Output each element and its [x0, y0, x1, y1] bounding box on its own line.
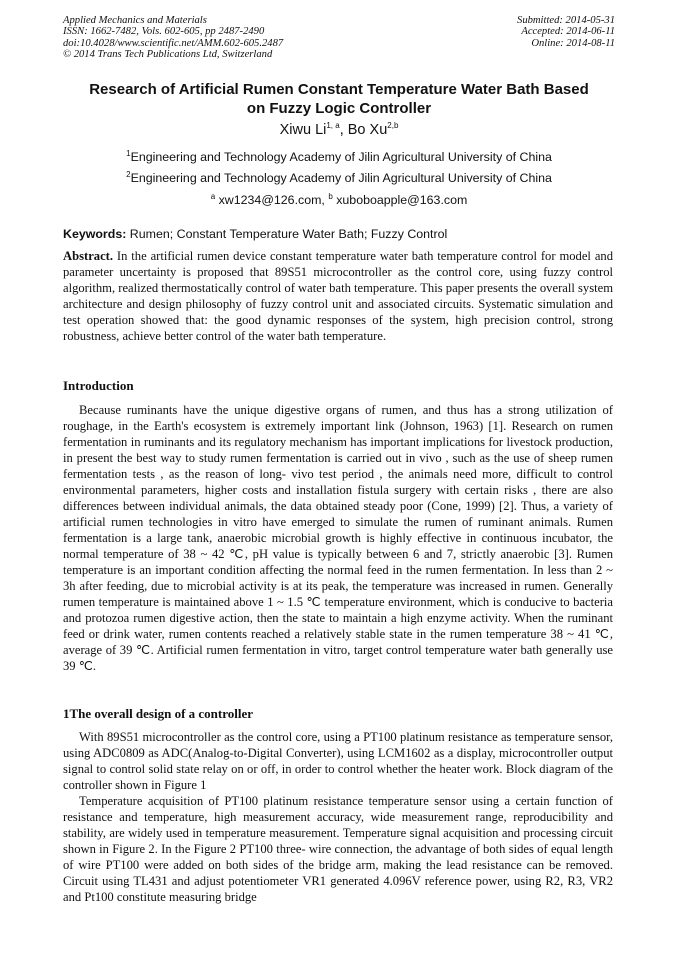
- abstract-text: In the artificial rumen device constant temperature water bath temperature control for model and parameter uncertainty is proposed that 89S51 microcontroller as the control core, using fuzzy control algorithm, realized thermostatically control of water bath temperature. This paper presents the overall system architecture and design philosophy of fuzzy control unit and associated circuits. Systematic simulation and test operation showed that: the good dynamic responses of the system, high precision control, strong robustness, achieve better control of the water bath temperature.: [63, 249, 613, 343]
- doi-line: doi:10.4028/www.scientific.net/AMM.602-605.2487: [63, 37, 284, 49]
- email-a: xw1234@126.com,: [218, 193, 329, 207]
- intro-heading: Introduction: [63, 378, 134, 393]
- email-b: xuboboapple@163.com: [336, 193, 468, 207]
- affiliation-2-sup: 2: [126, 169, 131, 179]
- journal-header: [63, 15, 283, 61]
- affiliation-1: [0, 150, 678, 164]
- authors-line: [0, 122, 678, 138]
- title-line-1: Research of Artificial Rumen Constant Temperature Water Bath Based: [89, 81, 589, 98]
- author-2: Bo Xu: [347, 122, 388, 138]
- abstract-label: Abstract.: [63, 249, 114, 263]
- keywords-label: Keywords:: [63, 227, 127, 241]
- keywords: [63, 227, 447, 241]
- email-a-sup: a: [210, 191, 216, 201]
- emails-line: [0, 193, 678, 207]
- section1-paragraph-2: Temperature acquisition of PT100 platinum resistance temperature sensor using a certain function of resistance and temperature, high measurement accuracy, wide measurement range, reproducibility and stability, are widely used in temperature measurement. Temperature signal acquisition and processing circuit shown in Figure 2. In the Figure 2 PT100 three- wire connection, the advantage of both sides of equal length of wire PT100 were added on both sides of the bridge arm, making the lead resistance can be removed. Circuit using TL431 and adjust potentiometer VR1 generated 4.096V reference power, using R2, R3, VR2 and Pt100 constitute measuring bridge: [63, 794, 613, 904]
- accepted-date: Accepted: 2014-06-11: [521, 26, 615, 38]
- section1-paragraph-1: With 89S51 microcontroller as the control core, using a PT100 platinum resistance as temperature sensor, using ADC0809 as ADC(Analog-to-Digital Converter), using LCM1602 as a display, microcontroller output signal to control solid state relay on or off, in order to control whether the heater work. Block diagram of the controller shown in Figure 1: [63, 730, 613, 792]
- author-separator: ,: [339, 122, 348, 138]
- author-1-sup: 1, a: [326, 121, 340, 131]
- journal-name: Applied Mechanics and Materials: [63, 15, 207, 26]
- online-date: Online: 2014-08-11: [531, 37, 615, 49]
- intro-paragraph: Because ruminants have the unique digestive organs of rumen, and thus has a strong utilization of roughage, in the Earth's ecosystem is extremely important link (Johnson, 1963) [1]. Research on rumen fermentation in ruminants and its regulatory mechanism has important implications for livestock production, in present the best way to study rumen fermentation is carried out in vivo , such as the use of sheep rumen fermentation tests , as the reason of long- vivo test period , the animals need more, difficult to control environmental parameters, higher costs and installation fistula surgery with certain risks , there are also differences between individual animals, the data obtained steady poor (Cone, 1999) [2]. Thus, a variety of artificial rumen technologies in vitro have emerged to simulate the rumen of ruminant animals. Rumen fermentation is a large tank, anaerobic microbial growth is highly effective in continuous incubator, the normal temperature of 38 ~ 42 ℃, pH value is typically between 6 and 7, strictly anaerobic [3]. Rumen temperature is an important condition affecting the normal feed in the rumen fermentation. In less than 2 ~ 3h after feeding, due to microbial activity is at its peak, the temperature was increased in rumen. Generally rumen temperature is maintained above 1 ~ 1.5 ℃ temperature environment, which is conducive to bacteria and protozoa rumen digestive action, then the state to maintain a high enzyme activity. When the ruminant feed or drink water, rumen contents reached a relatively stable state in the rumen temperature 38 ~ 41 ℃, average of 39 ℃. Artificial rumen fermentation in vitro, target control temperature water bath generally use 39 ℃.: [63, 403, 613, 673]
- title-line-2: on Fuzzy Logic Controller: [246, 100, 432, 117]
- intro-body: [63, 402, 613, 674]
- affiliation-2-text: Engineering and Technology Academy of Jilin Agricultural University of China: [130, 171, 552, 185]
- keywords-text: Rumen; Constant Temperature Water Bath; Fuzzy Control: [126, 227, 448, 241]
- author-1: Xiwu Li: [279, 122, 327, 138]
- paper-title: [55, 80, 623, 118]
- copyright-line: © 2014 Trans Tech Publications Ltd, Switzerland: [63, 49, 273, 61]
- section1-body: [63, 729, 613, 905]
- dates-header: [517, 15, 615, 49]
- affiliation-1-text: Engineering and Technology Academy of Jilin Agricultural University of China: [130, 150, 552, 164]
- email-b-sup: b: [328, 191, 333, 201]
- affiliation-1-sup: 1: [126, 148, 131, 158]
- abstract: [63, 248, 613, 344]
- affiliation-2: [0, 171, 678, 185]
- issn-line: ISSN: 1662-7482, Vols. 602-605, pp 2487-2490: [63, 26, 265, 38]
- submitted-date: Submitted: 2014-05-31: [517, 15, 615, 26]
- author-2-sup: 2,b: [387, 121, 399, 131]
- section1-heading: 1The overall design of a controller: [63, 706, 254, 721]
